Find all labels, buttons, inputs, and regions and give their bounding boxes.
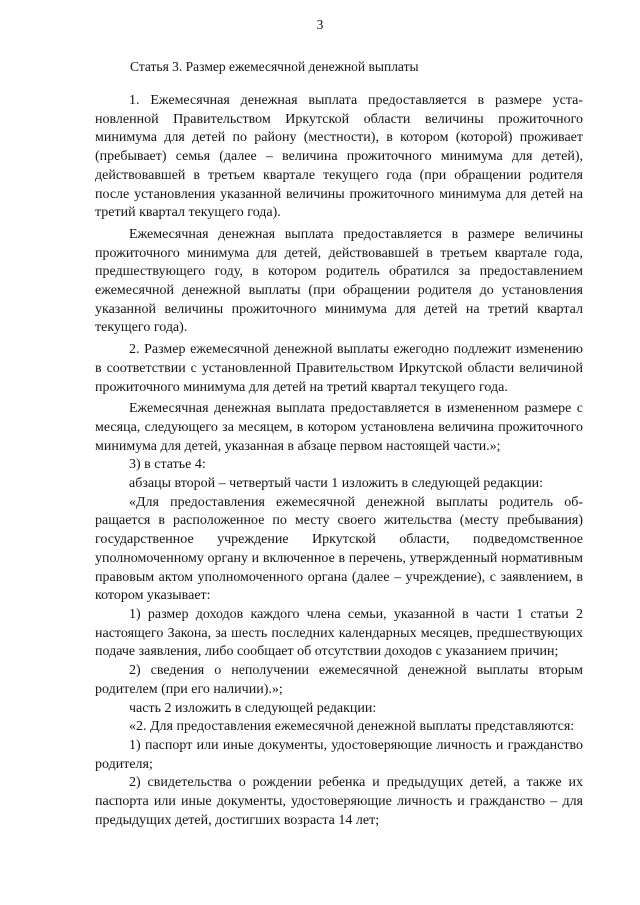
document-body [95, 92, 583, 830]
paragraph: 2) сведения о неполучении ежемесячной денежной выплаты вторым родителем (при его наличии).»; [95, 663, 583, 697]
paragraph: «Для предоставления ежемесячной денежной выплаты родитель обращается в расположенное по месту своего жительства (месту пребывания) государственное учреждение Иркутской области, подведомственное уполномоченному органу и включенное в перечень, утвержденный нормативным правовым актом уполномоченного органа (далее – учреждение), с заявлением, в котором указывает: [95, 494, 583, 604]
paragraph: 1. Ежемесячная денежная выплата предоставляется в размере установленной Правительством Иркутской области величины прожиточного минимума для детей по району (местности), в котором (которой) проживает (пребывает) семья (далее – величина прожиточного минимума для детей), действовавшей в третьем квартале текущего года (при обращении родителя после установления указанной величины прожиточного минимума для детей на третий квартал текущего года). [95, 93, 583, 221]
paragraph: 3) в статье 4: [129, 457, 206, 473]
page-number: 3 [316, 17, 324, 32]
paragraph: 2) свидетельства о рождении ребенка и предыдущих детей, а также их паспорта или иные документы, удостоверяющие личность и гражданство – для предыдущих детей, достигших возраста 14 лет; [95, 775, 583, 828]
paragraph: абзацы второй – четвертый части 1 изложить в следующей редакции: [129, 476, 543, 492]
paragraph: 1) размер доходов каждого члена семьи, указанной в части 1 статьи 2 настоящего Закона, за шесть последних календарных месяцев, предшествующих подаче заявления, либо сообщает об отсутствии доходов с указанием причин; [95, 606, 583, 660]
paragraph: Ежемесячная денежная выплата предоставляется в размере величины прожиточного минимума для детей, действовавшей в третьем квартале года, предшествующего году, в котором родитель обратился за предоставлением ежемесячной денежной выплаты (при обращении родителя до установления указанной величины прожиточного минимума для детей на третий квартал текущего года). [95, 226, 583, 336]
paragraph: 2. Размер ежемесячной денежной выплаты ежегодно подлежит изменению в соответствии с установленной Правительством Иркутской области величиной прожиточного минимума для детей на третий квартал текущего года. [95, 342, 583, 395]
paragraph: «2. Для предоставления ежемесячной денежной выплаты представляются: [129, 719, 575, 735]
paragraph: Ежемесячная денежная выплата предоставляется в измененном размере с месяца, следующего за месяцем, в котором установлена величина прожиточного минимума для детей, указанная в абзаце первом настоящей части.»; [95, 401, 583, 454]
paragraph: 1) паспорт или иные документы, удостоверяющие личность и гражданство родителя; [95, 737, 583, 772]
article-title: Статья 3. Размер ежемесячной денежной выплаты [130, 59, 419, 74]
paragraph: часть 2 изложить в следующей редакции: [129, 700, 377, 716]
